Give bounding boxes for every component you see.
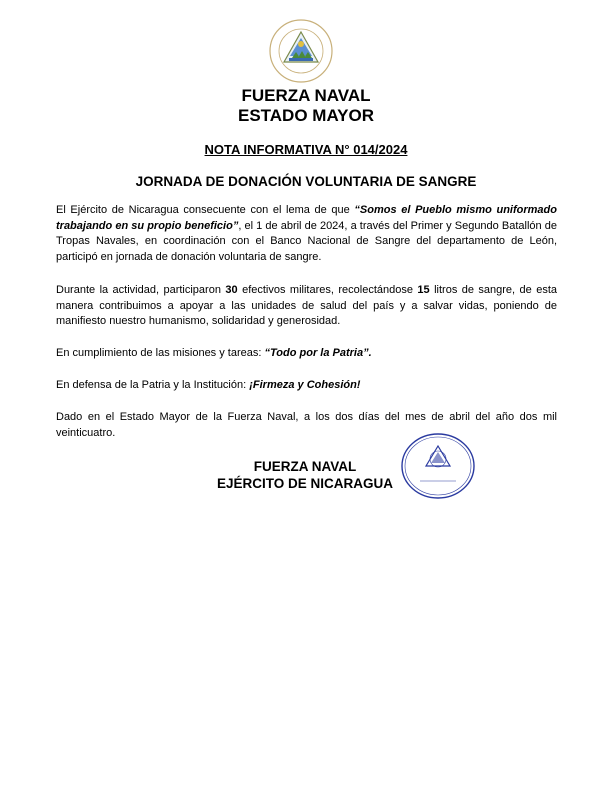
header-line-1: FUERZA NAVAL	[241, 86, 371, 105]
p2-text-a: Durante la actividad, participaron	[56, 284, 226, 296]
p2-number-liters: 15	[417, 284, 430, 296]
paragraph-2	[56, 283, 557, 330]
nota-title-text: NOTA INFORMATIVA N° 014/2024	[204, 142, 408, 157]
paragraph-1	[56, 203, 557, 265]
paragraph-4	[56, 378, 557, 394]
nicaragua-seal-icon	[268, 18, 334, 84]
nota-title	[0, 142, 612, 157]
signature-line-2: EJÉRCITO DE NICARAGUA	[216, 476, 394, 491]
paragraph-5: Dado en el Estado Mayor de la Fuerza Naval, a los dos días del mes de abril del año dos mil veinticuatro.	[56, 411, 557, 439]
p2-text-b: efectivos militares, recolectándose	[237, 284, 418, 296]
subject-title: JORNADA DE DONACIÓN VOLUNTARIA DE SANGRE	[135, 174, 477, 189]
p4-motto: ¡Firmeza y Cohesión!	[249, 379, 361, 391]
p3-motto: “Todo por la Patria”.	[264, 347, 372, 359]
p3-text-a: En cumplimiento de las misiones y tareas:	[56, 347, 265, 359]
paragraph-3	[56, 346, 557, 362]
p2-text-c: litros de sangre, de esta manera contribuimos a apoyar a las unidades de salud del país y a salvar vidas, poniendo de manifiesto nuestro humanismo, solidaridad y generosidad.	[56, 284, 558, 327]
p2-number-personnel: 30	[225, 284, 238, 296]
p4-text-a: En defensa de la Patria y la Institución:	[56, 379, 250, 391]
p1-text-b: , el 1 de abril de 2024, a través del Primer y Segundo Batallón de Tropas Navales, en coordinación con el Banco Nacional de Sangre del departamento de León, participó en jornada de donación voluntaria de sangre.	[56, 219, 557, 263]
signature-line-1: FUERZA NAVAL	[253, 459, 357, 474]
official-stamp-icon	[400, 432, 476, 500]
p1-motto: “Somos el Pueblo mismo uniformado trabajando en su propio beneficio”	[56, 204, 557, 232]
header-line-2: ESTADO MAYOR	[237, 106, 375, 125]
p1-text-a: El Ejército de Nicaragua consecuente con el lema de que	[56, 204, 355, 216]
